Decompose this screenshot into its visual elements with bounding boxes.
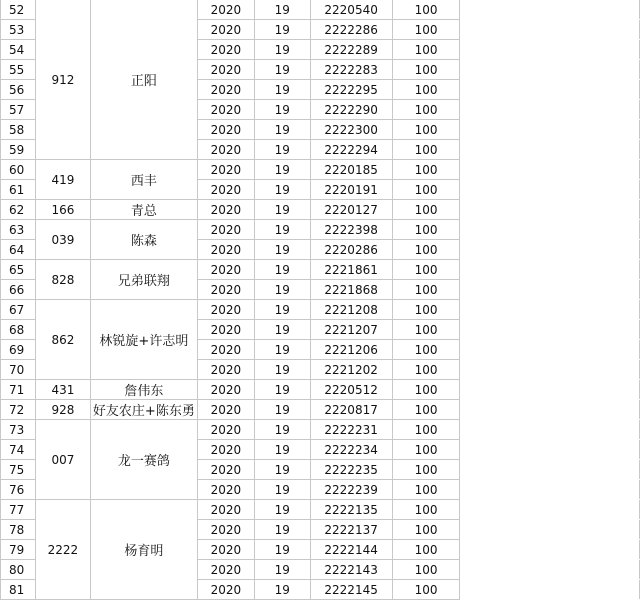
empty-cell[interactable] xyxy=(460,240,640,260)
year-cell[interactable]: 2020 xyxy=(197,500,254,520)
empty-cell[interactable] xyxy=(460,580,640,600)
ring-number-cell[interactable]: 2222289 xyxy=(310,40,392,60)
year-cell[interactable]: 2020 xyxy=(197,260,254,280)
ring-number-cell[interactable]: 2221861 xyxy=(310,260,392,280)
score-cell[interactable]: 100 xyxy=(392,540,460,560)
table-row xyxy=(1,400,640,420)
year-cell[interactable]: 2020 xyxy=(197,480,254,500)
score-cell[interactable]: 100 xyxy=(392,0,460,20)
year-cell[interactable]: 2020 xyxy=(197,80,254,100)
score-cell[interactable]: 100 xyxy=(392,360,460,380)
score-cell[interactable]: 100 xyxy=(392,340,460,360)
row-number-cell[interactable]: 58 xyxy=(1,120,36,140)
year-cell[interactable]: 2020 xyxy=(197,460,254,480)
year-cell[interactable]: 2020 xyxy=(197,200,254,220)
score-cell[interactable]: 100 xyxy=(392,580,460,600)
row-number-cell[interactable]: 54 xyxy=(1,40,36,60)
ring-number-cell[interactable]: 2222135 xyxy=(310,500,392,520)
ring-number-cell[interactable]: 2222295 xyxy=(310,80,392,100)
ring-number-cell[interactable]: 2220817 xyxy=(310,400,392,420)
number-cell[interactable]: 19 xyxy=(254,80,310,100)
number-cell[interactable]: 19 xyxy=(254,500,310,520)
number-cell[interactable]: 19 xyxy=(254,20,310,40)
number-cell[interactable]: 19 xyxy=(254,220,310,240)
empty-cell[interactable] xyxy=(460,260,640,280)
table-row xyxy=(1,420,640,440)
year-cell[interactable]: 2020 xyxy=(197,120,254,140)
ring-number-cell[interactable]: 2222145 xyxy=(310,580,392,600)
ring-number-cell[interactable]: 2222294 xyxy=(310,140,392,160)
year-cell[interactable]: 2020 xyxy=(197,40,254,60)
table-row xyxy=(1,0,640,20)
ring-number-cell[interactable]: 2220286 xyxy=(310,240,392,260)
number-cell[interactable]: 19 xyxy=(254,180,310,200)
score-cell[interactable]: 100 xyxy=(392,80,460,100)
owner-name-cell[interactable]: 詹伟东 xyxy=(90,380,197,400)
score-cell[interactable]: 100 xyxy=(392,120,460,140)
number-cell[interactable]: 19 xyxy=(254,320,310,340)
number-cell[interactable]: 19 xyxy=(254,140,310,160)
score-cell[interactable]: 100 xyxy=(392,100,460,120)
year-cell[interactable]: 2020 xyxy=(197,560,254,580)
year-cell[interactable]: 2020 xyxy=(197,580,254,600)
owner-name-cell[interactable]: 陈森 xyxy=(90,220,197,260)
ring-number-cell[interactable]: 2222143 xyxy=(310,560,392,580)
row-number-cell[interactable]: 77 xyxy=(1,500,36,520)
empty-cell[interactable] xyxy=(460,520,640,540)
owner-name-cell[interactable]: 杨育明 xyxy=(90,500,197,600)
number-cell[interactable]: 19 xyxy=(254,360,310,380)
empty-cell[interactable] xyxy=(460,220,640,240)
empty-cell[interactable] xyxy=(460,480,640,500)
empty-cell[interactable] xyxy=(460,80,640,100)
row-number-cell[interactable]: 69 xyxy=(1,340,36,360)
empty-cell[interactable] xyxy=(460,280,640,300)
score-cell[interactable]: 100 xyxy=(392,220,460,240)
empty-cell[interactable] xyxy=(460,440,640,460)
ring-number-cell[interactable]: 2220191 xyxy=(310,180,392,200)
table-row xyxy=(1,260,640,280)
owner-name-cell[interactable]: 青总 xyxy=(90,200,197,220)
ring-number-cell[interactable]: 2221206 xyxy=(310,340,392,360)
table-row xyxy=(1,200,640,220)
loft-id-cell[interactable]: 007 xyxy=(35,420,90,500)
number-cell[interactable]: 19 xyxy=(254,280,310,300)
year-cell[interactable]: 2020 xyxy=(197,180,254,200)
year-cell[interactable]: 2020 xyxy=(197,400,254,420)
score-cell[interactable]: 100 xyxy=(392,300,460,320)
score-cell[interactable]: 100 xyxy=(392,460,460,480)
score-cell[interactable]: 100 xyxy=(392,180,460,200)
row-number-cell[interactable]: 71 xyxy=(1,380,36,400)
row-number-cell[interactable]: 65 xyxy=(1,260,36,280)
number-cell[interactable]: 19 xyxy=(254,560,310,580)
table-row xyxy=(1,500,640,520)
score-cell[interactable]: 100 xyxy=(392,160,460,180)
ring-number-cell[interactable]: 2222144 xyxy=(310,540,392,560)
number-cell[interactable]: 19 xyxy=(254,0,310,20)
ring-number-cell[interactable]: 2222286 xyxy=(310,20,392,40)
row-number-cell[interactable]: 61 xyxy=(1,180,36,200)
number-cell[interactable]: 19 xyxy=(254,240,310,260)
year-cell[interactable]: 2020 xyxy=(197,280,254,300)
number-cell[interactable]: 19 xyxy=(254,340,310,360)
empty-cell[interactable] xyxy=(460,500,640,520)
loft-id-cell[interactable]: 039 xyxy=(35,220,90,260)
empty-cell[interactable] xyxy=(460,200,640,220)
ring-number-cell[interactable]: 2222137 xyxy=(310,520,392,540)
year-cell[interactable]: 2020 xyxy=(197,220,254,240)
ring-number-cell[interactable]: 2222290 xyxy=(310,100,392,120)
empty-cell[interactable] xyxy=(460,340,640,360)
year-cell[interactable]: 2020 xyxy=(197,140,254,160)
number-cell[interactable]: 19 xyxy=(254,420,310,440)
score-cell[interactable]: 100 xyxy=(392,400,460,420)
empty-cell[interactable] xyxy=(460,60,640,80)
owner-name-cell[interactable]: 林锐旋+许志明 xyxy=(90,300,197,380)
number-cell[interactable]: 19 xyxy=(254,260,310,280)
score-cell[interactable]: 100 xyxy=(392,440,460,460)
score-cell[interactable]: 100 xyxy=(392,420,460,440)
empty-cell[interactable] xyxy=(460,40,640,60)
ring-number-cell[interactable]: 2222235 xyxy=(310,460,392,480)
table-body xyxy=(1,0,640,600)
row-number-cell[interactable]: 57 xyxy=(1,100,36,120)
number-cell[interactable]: 19 xyxy=(254,580,310,600)
ring-number-cell[interactable]: 2222398 xyxy=(310,220,392,240)
score-cell[interactable]: 100 xyxy=(392,320,460,340)
loft-id-cell[interactable]: 431 xyxy=(35,380,90,400)
row-number-cell[interactable]: 60 xyxy=(1,160,36,180)
score-cell[interactable]: 100 xyxy=(392,20,460,40)
year-cell[interactable]: 2020 xyxy=(197,20,254,40)
number-cell[interactable]: 19 xyxy=(254,200,310,220)
row-number-cell[interactable]: 63 xyxy=(1,220,36,240)
score-cell[interactable]: 100 xyxy=(392,520,460,540)
year-cell[interactable]: 2020 xyxy=(197,540,254,560)
number-cell[interactable]: 19 xyxy=(254,40,310,60)
empty-cell[interactable] xyxy=(460,0,640,20)
year-cell[interactable]: 2020 xyxy=(197,440,254,460)
table-row xyxy=(1,300,640,320)
empty-cell[interactable] xyxy=(460,380,640,400)
year-cell[interactable]: 2020 xyxy=(197,300,254,320)
row-number-cell[interactable]: 62 xyxy=(1,200,36,220)
loft-id-cell[interactable]: 419 xyxy=(35,160,90,200)
loft-id-cell[interactable]: 862 xyxy=(35,300,90,380)
row-number-cell[interactable]: 55 xyxy=(1,60,36,80)
empty-cell[interactable] xyxy=(460,160,640,180)
number-cell[interactable]: 19 xyxy=(254,440,310,460)
number-cell[interactable]: 19 xyxy=(254,460,310,480)
empty-cell[interactable] xyxy=(460,360,640,380)
empty-cell[interactable] xyxy=(460,420,640,440)
number-cell[interactable]: 19 xyxy=(254,120,310,140)
row-number-cell[interactable]: 81 xyxy=(1,580,36,600)
owner-name-cell[interactable]: 龙一赛鸽 xyxy=(90,420,197,500)
ring-number-cell[interactable]: 2222231 xyxy=(310,420,392,440)
score-cell[interactable]: 100 xyxy=(392,260,460,280)
ring-number-cell[interactable]: 2220512 xyxy=(310,380,392,400)
score-cell[interactable]: 100 xyxy=(392,560,460,580)
number-cell[interactable]: 19 xyxy=(254,480,310,500)
row-number-cell[interactable]: 70 xyxy=(1,360,36,380)
ring-number-cell[interactable]: 2222283 xyxy=(310,60,392,80)
ring-number-cell[interactable]: 2221868 xyxy=(310,280,392,300)
row-number-cell[interactable]: 53 xyxy=(1,20,36,40)
number-cell[interactable]: 19 xyxy=(254,300,310,320)
empty-cell[interactable] xyxy=(460,140,640,160)
row-number-cell[interactable]: 74 xyxy=(1,440,36,460)
year-cell[interactable]: 2020 xyxy=(197,420,254,440)
ring-number-cell[interactable]: 2220127 xyxy=(310,200,392,220)
year-cell[interactable]: 2020 xyxy=(197,60,254,80)
row-number-cell[interactable]: 73 xyxy=(1,420,36,440)
number-cell[interactable]: 19 xyxy=(254,160,310,180)
score-cell[interactable]: 100 xyxy=(392,240,460,260)
row-number-cell[interactable]: 66 xyxy=(1,280,36,300)
row-number-cell[interactable]: 78 xyxy=(1,520,36,540)
empty-cell[interactable] xyxy=(460,460,640,480)
owner-name-cell[interactable]: 好友农庄+陈东勇 xyxy=(90,400,197,420)
ring-number-cell[interactable]: 2221208 xyxy=(310,300,392,320)
loft-id-cell[interactable]: 166 xyxy=(35,200,90,220)
empty-cell[interactable] xyxy=(460,100,640,120)
empty-cell[interactable] xyxy=(460,120,640,140)
empty-cell[interactable] xyxy=(460,540,640,560)
number-cell[interactable]: 19 xyxy=(254,100,310,120)
number-cell[interactable]: 19 xyxy=(254,520,310,540)
row-number-cell[interactable]: 72 xyxy=(1,400,36,420)
row-number-cell[interactable]: 80 xyxy=(1,560,36,580)
row-number-cell[interactable]: 67 xyxy=(1,300,36,320)
number-cell[interactable]: 19 xyxy=(254,60,310,80)
row-number-cell[interactable]: 68 xyxy=(1,320,36,340)
ring-number-cell[interactable]: 2222300 xyxy=(310,120,392,140)
year-cell[interactable]: 2020 xyxy=(197,160,254,180)
table-row xyxy=(1,220,640,240)
ring-number-cell[interactable]: 2222239 xyxy=(310,480,392,500)
year-cell[interactable]: 2020 xyxy=(197,520,254,540)
ring-number-cell[interactable]: 2220185 xyxy=(310,160,392,180)
loft-id-cell[interactable]: 912 xyxy=(35,0,90,160)
row-number-cell[interactable]: 56 xyxy=(1,80,36,100)
empty-cell[interactable] xyxy=(460,320,640,340)
number-cell[interactable]: 19 xyxy=(254,540,310,560)
year-cell[interactable]: 2020 xyxy=(197,0,254,20)
empty-cell[interactable] xyxy=(460,300,640,320)
ring-number-cell[interactable]: 2222234 xyxy=(310,440,392,460)
row-number-cell[interactable]: 52 xyxy=(1,0,36,20)
score-cell[interactable]: 100 xyxy=(392,40,460,60)
loft-id-cell[interactable]: 928 xyxy=(35,400,90,420)
score-cell[interactable]: 100 xyxy=(392,280,460,300)
empty-cell[interactable] xyxy=(460,400,640,420)
empty-cell[interactable] xyxy=(460,560,640,580)
year-cell[interactable]: 2020 xyxy=(197,100,254,120)
owner-name-cell[interactable]: 西丰 xyxy=(90,160,197,200)
empty-cell[interactable] xyxy=(460,180,640,200)
ring-number-cell[interactable]: 2221202 xyxy=(310,360,392,380)
number-cell[interactable]: 19 xyxy=(254,400,310,420)
loft-id-cell[interactable]: 828 xyxy=(35,260,90,300)
empty-cell[interactable] xyxy=(460,20,640,40)
score-cell[interactable]: 100 xyxy=(392,380,460,400)
table-row xyxy=(1,380,640,400)
year-cell[interactable]: 2020 xyxy=(197,340,254,360)
year-cell[interactable]: 2020 xyxy=(197,320,254,340)
row-number-cell[interactable]: 59 xyxy=(1,140,36,160)
score-cell[interactable]: 100 xyxy=(392,60,460,80)
score-cell[interactable]: 100 xyxy=(392,200,460,220)
owner-name-cell[interactable]: 正阳 xyxy=(90,0,197,160)
year-cell[interactable]: 2020 xyxy=(197,240,254,260)
score-cell[interactable]: 100 xyxy=(392,480,460,500)
number-cell[interactable]: 19 xyxy=(254,380,310,400)
ring-number-cell[interactable]: 2220540 xyxy=(310,0,392,20)
owner-name-cell[interactable]: 兄弟联翔 xyxy=(90,260,197,300)
loft-id-cell[interactable]: 2222 xyxy=(35,500,90,600)
score-cell[interactable]: 100 xyxy=(392,140,460,160)
table-row xyxy=(1,160,640,180)
row-number-cell[interactable]: 79 xyxy=(1,540,36,560)
year-cell[interactable]: 2020 xyxy=(197,380,254,400)
row-number-cell[interactable]: 64 xyxy=(1,240,36,260)
row-number-cell[interactable]: 75 xyxy=(1,460,36,480)
score-cell[interactable]: 100 xyxy=(392,500,460,520)
ring-number-cell[interactable]: 2221207 xyxy=(310,320,392,340)
year-cell[interactable]: 2020 xyxy=(197,360,254,380)
row-number-cell[interactable]: 76 xyxy=(1,480,36,500)
